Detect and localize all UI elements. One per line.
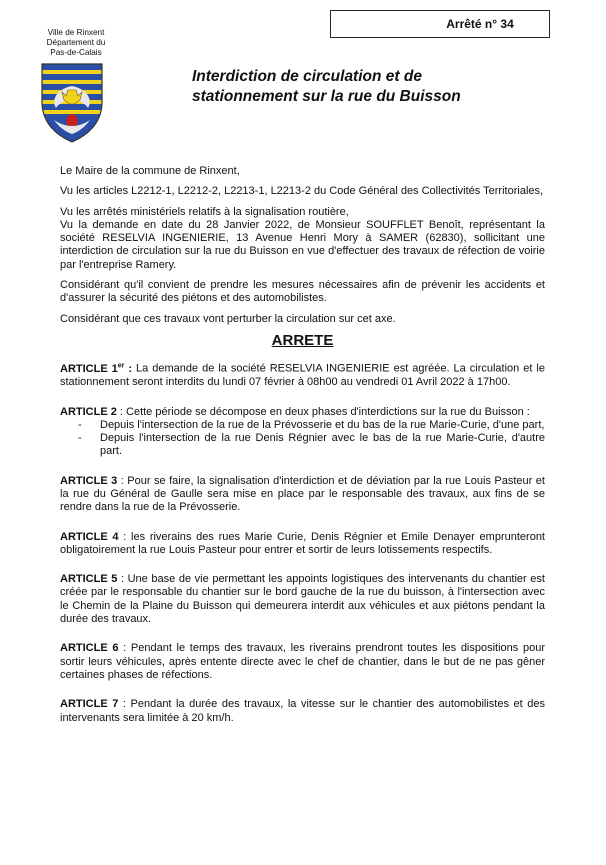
article-text: : les riverains des rues Marie Curie, Denis Régnier et Emile Denayer emprunteront obligatoirement la rue Louis Pasteur pour entrer et sortir de leurs lotissements respectifs. [60,530,545,556]
article-1 [60,359,545,389]
article-text: : Une base de vie permettant les appoints logistiques des intervenants du chantier est créée par le responsable du chantier sur le bord gauche de la rue du buisson, à l'intersection avec le Chemin de la Plaine du Buisson qui demeurera interdit aux véhicules et aux piétons pendant la durée des travaux. [60,573,545,626]
phase-list [60,419,545,459]
arrete-number-box [330,10,550,38]
preamble-code: Vu les articles L2212-1, L2212-2, L2213-1, L2213-2 du Code Général des Collectivités Territoriales, [60,185,544,198]
coat-of-arms-icon [40,62,104,149]
article-text: : Cette période se décompose en deux phases d'interdictions sur la rue du Buisson : [116,405,530,418]
article-label: ARTICLE 6 [60,642,119,655]
article-2 [60,406,545,459]
document-title [192,67,532,107]
article-5 [60,573,545,626]
title-line: stationnement sur la rue du Buisson [192,88,461,105]
document-body [60,165,545,741]
article-3 [60,475,545,515]
preamble-considering-traffic: Considérant que ces travaux vont perturber la circulation sur cet axe. [60,312,396,325]
article-4 [60,531,545,558]
list-item: - Depuis l'intersection de la rue Denis Régnier avec le bas de la rue Marie-Curie, d'autre part. [78,432,545,459]
list-item: - Depuis l'intersection de la rue de la Prévosserie et du bas de la rue Marie-Curie, d'une part, [78,419,545,432]
article-text: : Pour se faire, la signalisation d'interdiction et de déviation par la rue Louis Pasteur et la rue du Général de Gaulle sera mise en place par le responsable des travaux, aux fins de se rendre dans la rue de la Prévosserie. [60,474,545,514]
article-7 [60,698,545,725]
article-text: La demande de la société RESELVIA INGENIERIE est agréée. La circulation et le stationnement seront interdits du lundi 07 février à 08h00 au vendredi 01 Avril 2022 à 17h00. [60,362,545,389]
town-line: Pas-de-Calais [50,48,102,57]
preamble-request: Vu la demande en date du 28 Janvier 2022, de Monsieur SOUFFLET Benoît, représentant la société RESELVIA INGENIERIE, 13 Avenue Henri Mory à SAMER (62830), sollicitant une interdiction de circulation sur la rue du Buisson en vue d'effectuer des travaux de réfection de voirie par l'entreprise Ramery. [60,218,545,271]
town-header [24,28,128,58]
article-label: ARTICLE 2 [60,405,117,418]
article-label: ARTICLE 3 [60,474,118,487]
town-line: Département du [46,38,106,47]
arrete-number: Arrêté n° 34 [446,17,514,31]
article-label: ARTICLE 7 [60,698,119,711]
preamble-mayor: Le Maire de la commune de Rinxent, [60,165,240,177]
article-label: ARTICLE 4 [60,530,119,543]
article-label: ARTICLE 1er : [60,362,133,375]
article-6 [60,642,545,682]
decision-heading: ARRETE [271,331,334,349]
article-label: ARTICLE 5 [60,573,118,586]
title-line: Interdiction de circulation et de [192,68,422,85]
town-line: Ville de Rinxent [47,28,105,37]
article-text: : Pendant le temps des travaux, les riverains prendront toutes les dispositions pour sortir leurs véhicules, après entente directe avec le chef de chantier, dans le but de ne pas gêner certaines phases de réfections. [60,642,545,681]
preamble-signalisation: Vu les arrêtés ministériels relatifs à la signalisation routière, [60,205,349,218]
article-text: : Pendant la durée des travaux, la vitesse sur le chantier des automobilistes et des intervenants sera limitée à 20 km/h. [60,698,545,724]
preamble-considering-safety: Considérant qu'il convient de prendre les mesures nécessaires afin de prévenir les accidents et d'assurer la sécurité des piétons et des automobilistes. [60,279,545,305]
